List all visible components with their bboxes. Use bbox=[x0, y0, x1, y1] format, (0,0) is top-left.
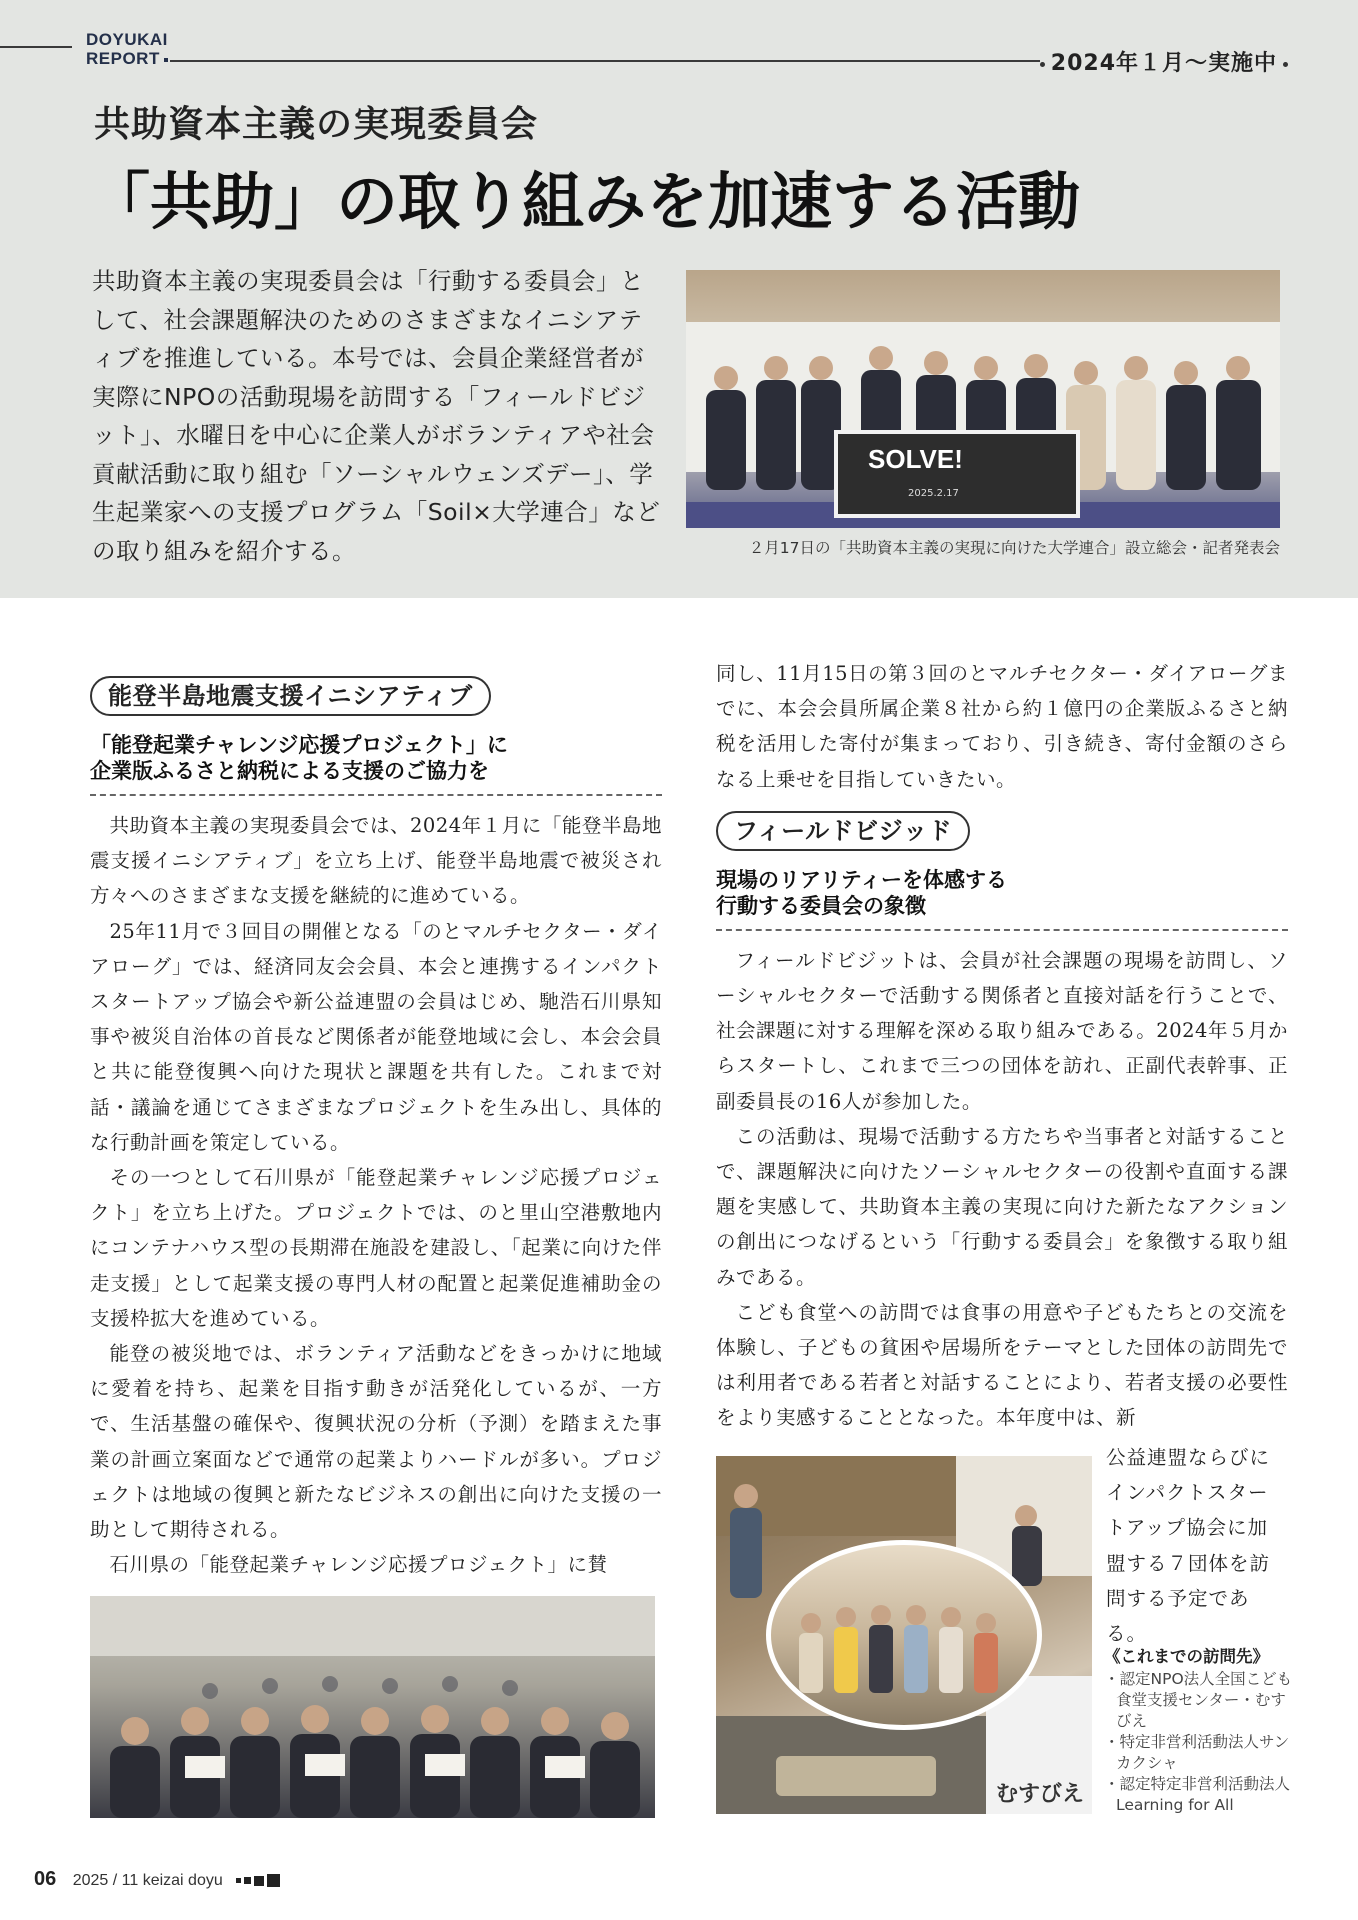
issue-label: 2025 / 11 keizai doyu bbox=[72, 1872, 223, 1889]
field-visit-wrap-text: 公益連盟ならびにインパクトスタートアップ協会に加盟する７団体を訪問する予定である。 bbox=[1106, 1446, 1271, 1646]
section-heading-noto: 「能登起業チャレンジ応援プロジェクト」に 企業版ふるさと納税による支援のご協力を bbox=[90, 733, 508, 783]
intro-text: 共助資本主義の実現委員会は「行動する委員会」として、社会課題解決のためのさまざまなイニシアティブを推進している。本号では、会員企業経営者が実際にNPOの活動現場を訪問する「フィールドビジット」、水曜日を中心に企業人がボランティアや社会貢献活動に取り組む「ソーシャルウェンズデー」、学生起業家への支援プログラム「Soil×大学連合」などの取り組みを紹介する。 bbox=[92, 267, 661, 565]
list-item: ・特定非営利活動法人サンカクシャ bbox=[1104, 1733, 1290, 1772]
section-noto-continuation: 同し、11月15日の第３回のとマルチセクター・ダイアローグまでに、本会会員所属企業８社から約１億円の企業版ふるさと納税を活用した寄付が集まっており、引き続き、寄付金額のさらなる上乗せを目指していきたい。 bbox=[716, 662, 1288, 791]
audience-graphic bbox=[90, 1596, 655, 1818]
kodomo-shokudo-photo bbox=[716, 1456, 1092, 1814]
solve-sign: SOLVE! 2025.2.17 bbox=[834, 430, 1080, 518]
svg-text:むすびえ: むすびえ bbox=[996, 1782, 1085, 1807]
section-heading-field-visit: 現場のリアリティーを体感する 行動する委員会の象徴 bbox=[716, 867, 1008, 918]
dashed-divider bbox=[90, 794, 662, 796]
oval-inset-photo bbox=[766, 1540, 1042, 1730]
event-audience-photo bbox=[90, 1596, 655, 1818]
header-rule-right bbox=[170, 60, 1040, 62]
section-body-noto: 共助資本主義の実現委員会では、2024年１月に「能登半島地震支援イニシアティブ」を立ち上げ、能登半島地震で被災され方々へのさまざまな支援を継続的に進めている。 25年11月で３回目の開催となる「のとマルチセクター・ダイアローグ」では、経済同友会会員、本会と連携するインパクトスタートアップ協会や新公益連盟の会員はじめ、馳浩石川県知事や被災自治体の首長など関係者が能登地域に会し、本会会員と共に能登復興へ向けた現状と課題を共有した。これまで対話・議論を通じてさまざまなプロジェクトを生み出し、具体的な行動計画を策定している。 その一つとして石川県が「能登起業チャレンジ応援プロジェクト」を立ち上げた。プロジェクトでは、のと里山空港敷地内にコンテナハウス型の長期滞在施設を建設し、「起業に向けた伴走支援」として起業支援の専門人材の配置と起業促進補助金の支援枠拡大を進めている。 能登の被災地では、ボランティア活動などをきっかけに地域に愛着を持ち、起業を目指す動きが活発化しているが、一方で、生活基盤の確保や、復興状況の分析（予測）を踏まえた事業の計画立案面などで通常の起業よりハードルが多い。プロジェクトは地域の復興と新たなビジネスの創出に向けた支援の一助として期待される。 石川県の「能登起業チャレンジ応援プロジェクト」に賛 bbox=[90, 814, 662, 1577]
photo-caption: ２月17日の「共助資本主義の実現に向けた大学連合」設立総会・記者発表会 bbox=[748, 539, 1280, 557]
visits-title: 《これまでの訪問先》 bbox=[1104, 1647, 1269, 1666]
visits-list bbox=[1104, 1646, 1294, 1816]
date-label: 2024年１月〜実施中 bbox=[1034, 46, 1294, 77]
dashed-divider bbox=[716, 929, 1288, 931]
header-rule-left bbox=[0, 46, 72, 48]
section-body-field-visit: フィールドビジットは、会員が社会課題の現場を訪問し、ソーシャルセクターで活動する関係者と直接対話を行うことで、社会課題に対する理解を深める取り組みである。2024年５月からスタートし、これまで三つの団体を訪れ、正副代表幹事、正副委員長の16人が参加した。 この活動は、現場で活動する方たちや当事者と対話することで、課題解決に向けたソーシャルセクターの役割や直面する課題を実感して、共助資本主義の実現に向けた新たなアクションの創出につなげるという「行動する委員会」を象徴する取り組みである。 こども食堂への訪問では食事の用意や子どもたちとの交流を体験し、子どもの貧困や居場所をテーマとした団体の訪問先では利用者である若者と対話することにより、若者支援の必要性をより実感することとなった。本年度中は、新 bbox=[716, 948, 1288, 1430]
brand-logo: DOYUKAI REPORT bbox=[86, 30, 168, 68]
section-noto bbox=[90, 676, 662, 1582]
page-footer bbox=[34, 1868, 280, 1891]
section-pill-field-visit: フィールドビジッド bbox=[716, 811, 970, 851]
right-column bbox=[716, 656, 1288, 1436]
section-pill-noto: 能登半島地震支援イニシアティブ bbox=[90, 676, 491, 716]
page-subtitle: 共助資本主義の実現委員会 bbox=[94, 104, 539, 145]
list-item: ・認定特定非営利活動法人Learning for All bbox=[1104, 1775, 1291, 1814]
page-number: 06 bbox=[34, 1868, 57, 1890]
page-title: 「共助」の取り組みを加速する活動 bbox=[88, 165, 1081, 238]
list-item: ・認定NPO法人全国こども食堂支援センター・むすびえ bbox=[1104, 1670, 1293, 1730]
press-conference-photo bbox=[686, 270, 1280, 528]
footer-squares-icon bbox=[233, 1872, 280, 1889]
